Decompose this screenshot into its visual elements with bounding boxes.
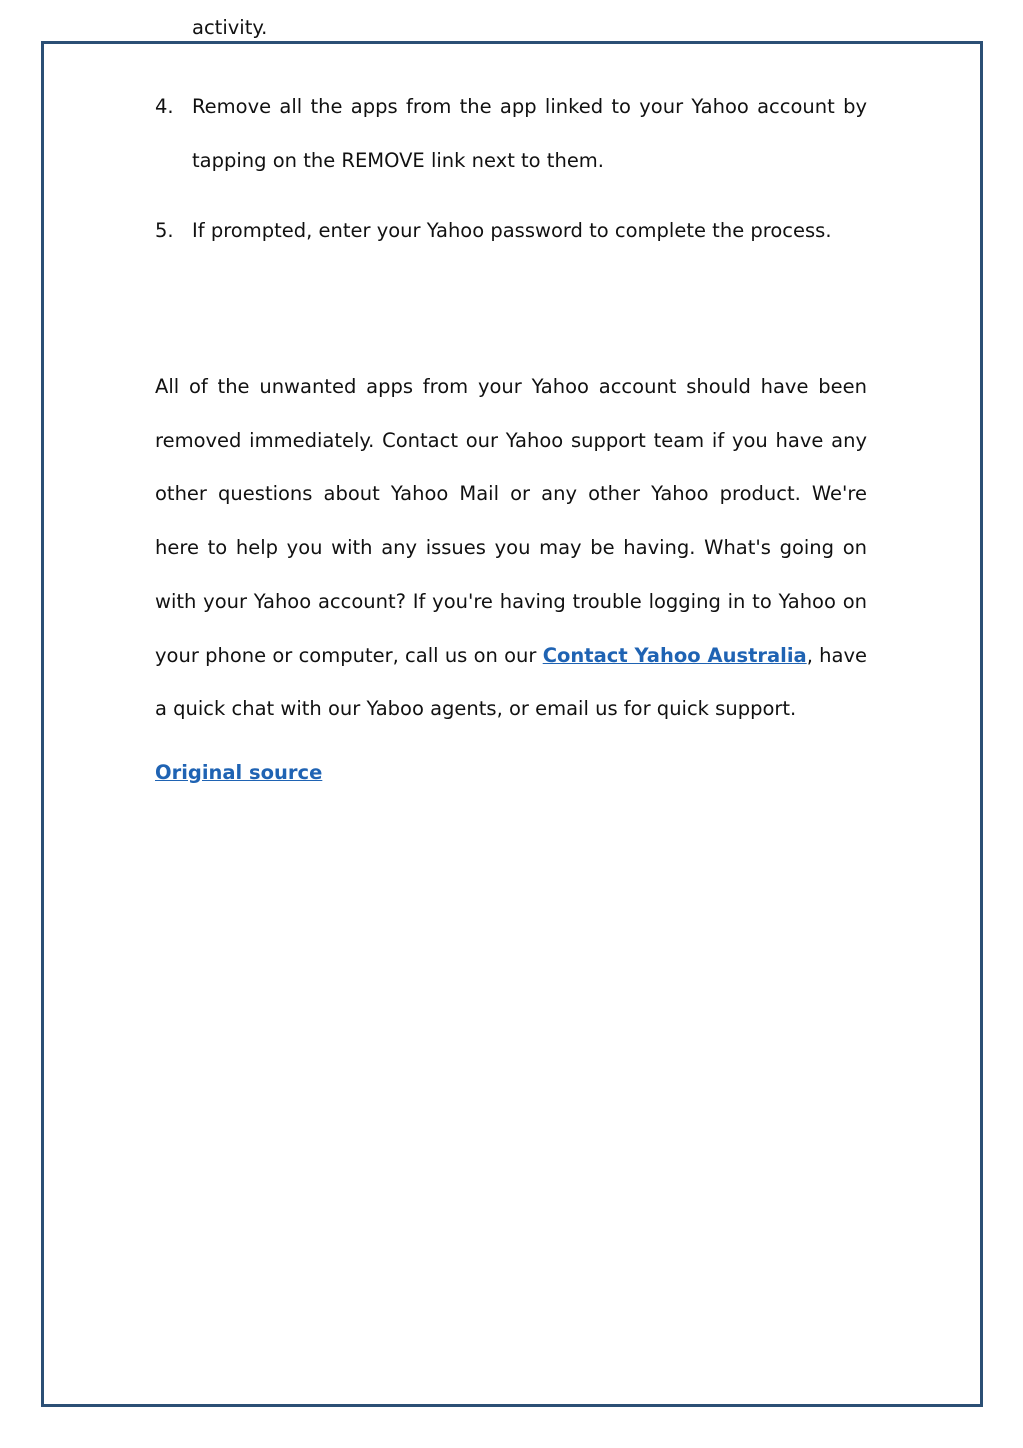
source-line — [155, 753, 867, 793]
carryover-text: activity. — [192, 16, 268, 39]
step-item — [155, 80, 867, 188]
step-text: If prompted, enter your Yahoo password to complete the process. — [192, 219, 832, 242]
summary-text-end: , have a quick chat with our Yaboo agents, or email us for quick support. — [155, 643, 867, 721]
document-body — [155, 80, 867, 793]
contact-yahoo-australia-link[interactable]: Contact Yahoo Australia — [542, 643, 807, 667]
step-number: 5. — [155, 219, 174, 242]
step-item — [155, 204, 867, 258]
summary-paragraph — [155, 360, 867, 736]
step-number: 4. — [155, 95, 174, 118]
step-text: Remove all the apps from the app linked to your Yahoo account by tapping on the REMOVE link next to them. — [192, 95, 867, 172]
steps-list — [155, 80, 867, 258]
original-source-link[interactable]: Original source — [155, 760, 323, 784]
summary-text: All of the unwanted apps from your Yahoo account should have been removed immediately. Contact our Yahoo support team if you have any other questions about Yahoo Mail or any other Yahoo product. We're here to help you with any issues you may be having. What's going on with your Yahoo account? If you're having trouble logging in to Yahoo on your phone or computer, call us on our — [155, 375, 867, 667]
